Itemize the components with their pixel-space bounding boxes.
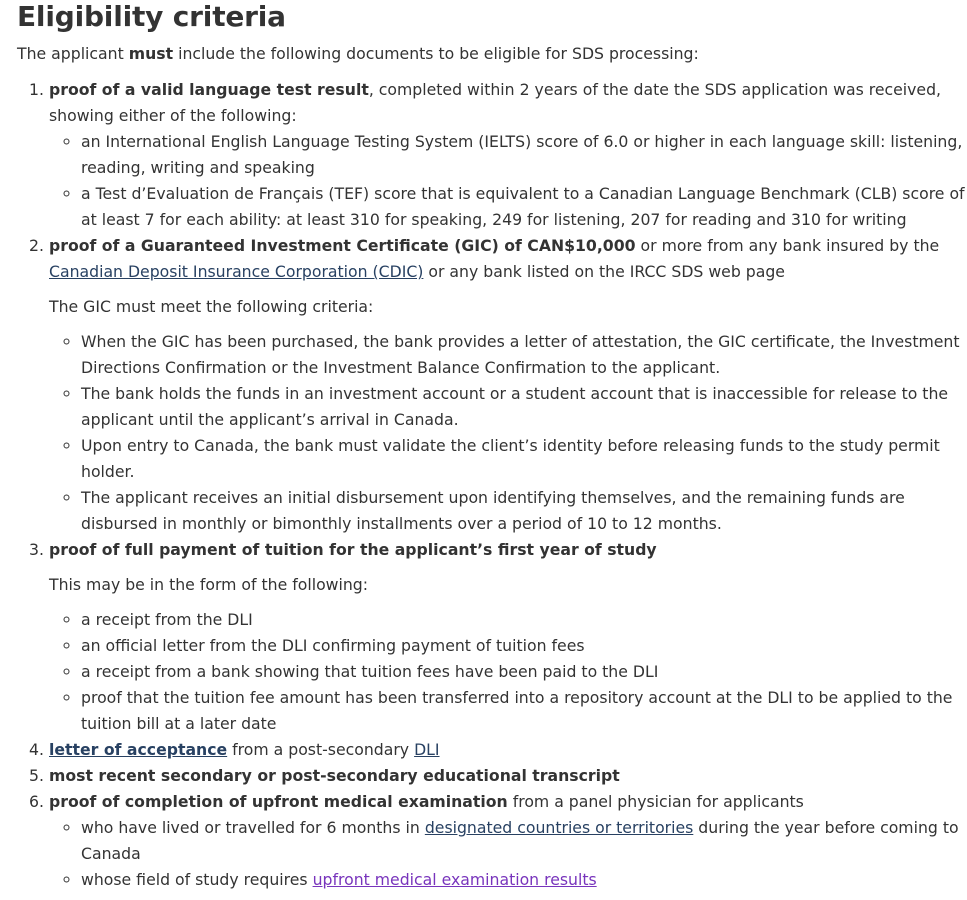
gic-title: proof of a Guaranteed Investment Certificate (GIC) of CAN$10,000 [49,236,636,255]
cdic-link[interactable]: Canadian Deposit Insurance Corporation (CDIC) [49,262,424,281]
upfront-medical-results-link[interactable]: upfront medical examination results [312,870,597,889]
criteria-item-tuition [49,537,967,737]
gic-text-end: or any bank listed on the IRCC SDS web page [423,262,785,281]
language-test-text: , completed within 2 years of the date the SDS application was received, showing either of the following: [49,80,942,125]
criteria-item-transcript [49,763,967,789]
tuition-forms-intro: This may be in the form of the following: [49,575,369,594]
criteria-list [17,77,967,893]
intro-emphasis: must [128,44,174,63]
tuition-title: proof of full payment of tuition for the applicant’s first year of study [49,540,657,559]
medical-sub2-text: whose field of study requires [81,870,313,889]
gic-text: or more from any bank insured by the [635,236,940,255]
gic-criteria-sublist [49,329,967,537]
criteria-item-language-test [49,77,967,233]
medical-text: from a panel physician for applicants [507,792,804,811]
page-title: Eligibility criteria [17,0,286,33]
criteria-item-gic [49,233,967,537]
letter-of-acceptance-link[interactable] [49,740,227,759]
list-item: ◦ an International English Language Testing System (IELTS) score of 6.0 or higher in each language skill: listening, reading, writing and speaking [81,129,967,181]
criteria-item-medical [49,789,967,893]
list-item: ◦ a receipt from a bank showing that tuition fees have been paid to the DLI [81,659,967,685]
list-item: ◦ a receipt from the DLI [81,607,967,633]
intro-paragraph [17,41,967,67]
acceptance-text: from a post-secondary [227,740,415,759]
language-test-sublist [49,129,967,233]
list-item [81,815,967,867]
list-item: ◦ a Test d’Evaluation de Français (TEF) score that is equivalent to a Canadian Language Benchmark (CLB) score of at least 7 for each ability: at least 310 for speaking, 249 for listening, 207 for reading and 310 for writing [81,181,967,233]
medical-sublist [49,815,967,893]
gic-criteria-intro: The GIC must meet the following criteria: [49,297,374,316]
designated-countries-link[interactable]: designated countries or territories [424,818,694,837]
list-item [81,867,967,893]
list-item: ◦ When the GIC has been purchased, the bank provides a letter of attestation, the GIC certificate, the Investment Directions Confirmation or the Investment Balance Confirmation to the applicant. [81,329,967,381]
letter-of-acceptance-text: letter of acceptance [49,740,228,759]
criteria-item-acceptance [49,737,967,763]
medical-title: proof of completion of upfront medical examination [49,792,508,811]
medical-sub1-text-end: during the year before coming to Canada [81,818,959,863]
dli-link[interactable]: DLI [414,740,440,759]
list-item: ◦ proof that the tuition fee amount has been transferred into a repository account at the DLI to be applied to the tuition bill at a later date [81,685,967,737]
list-item: ◦ The applicant receives an initial disbursement upon identifying themselves, and the remaining funds are disbursed in monthly or bimonthly installments over a period of 10 to 12 months. [81,485,967,537]
transcript-title: most recent secondary or post-secondary educational transcript [49,766,620,785]
medical-sub1-text: who have lived or travelled for 6 months in [81,818,425,837]
list-item: ◦ an official letter from the DLI confirming payment of tuition fees [81,633,967,659]
list-item: ◦ Upon entry to Canada, the bank must validate the client’s identity before releasing funds to the study permit holder. [81,433,967,485]
intro-text-end: include the following documents to be eligible for SDS processing: [173,44,699,63]
intro-text: The applicant [17,44,129,63]
tuition-forms-sublist [49,607,967,737]
list-item: ◦ The bank holds the funds in an investment account or a student account that is inaccessible for release to the applicant until the applicant’s arrival in Canada. [81,381,967,433]
language-test-title: proof of a valid language test result [49,80,369,99]
